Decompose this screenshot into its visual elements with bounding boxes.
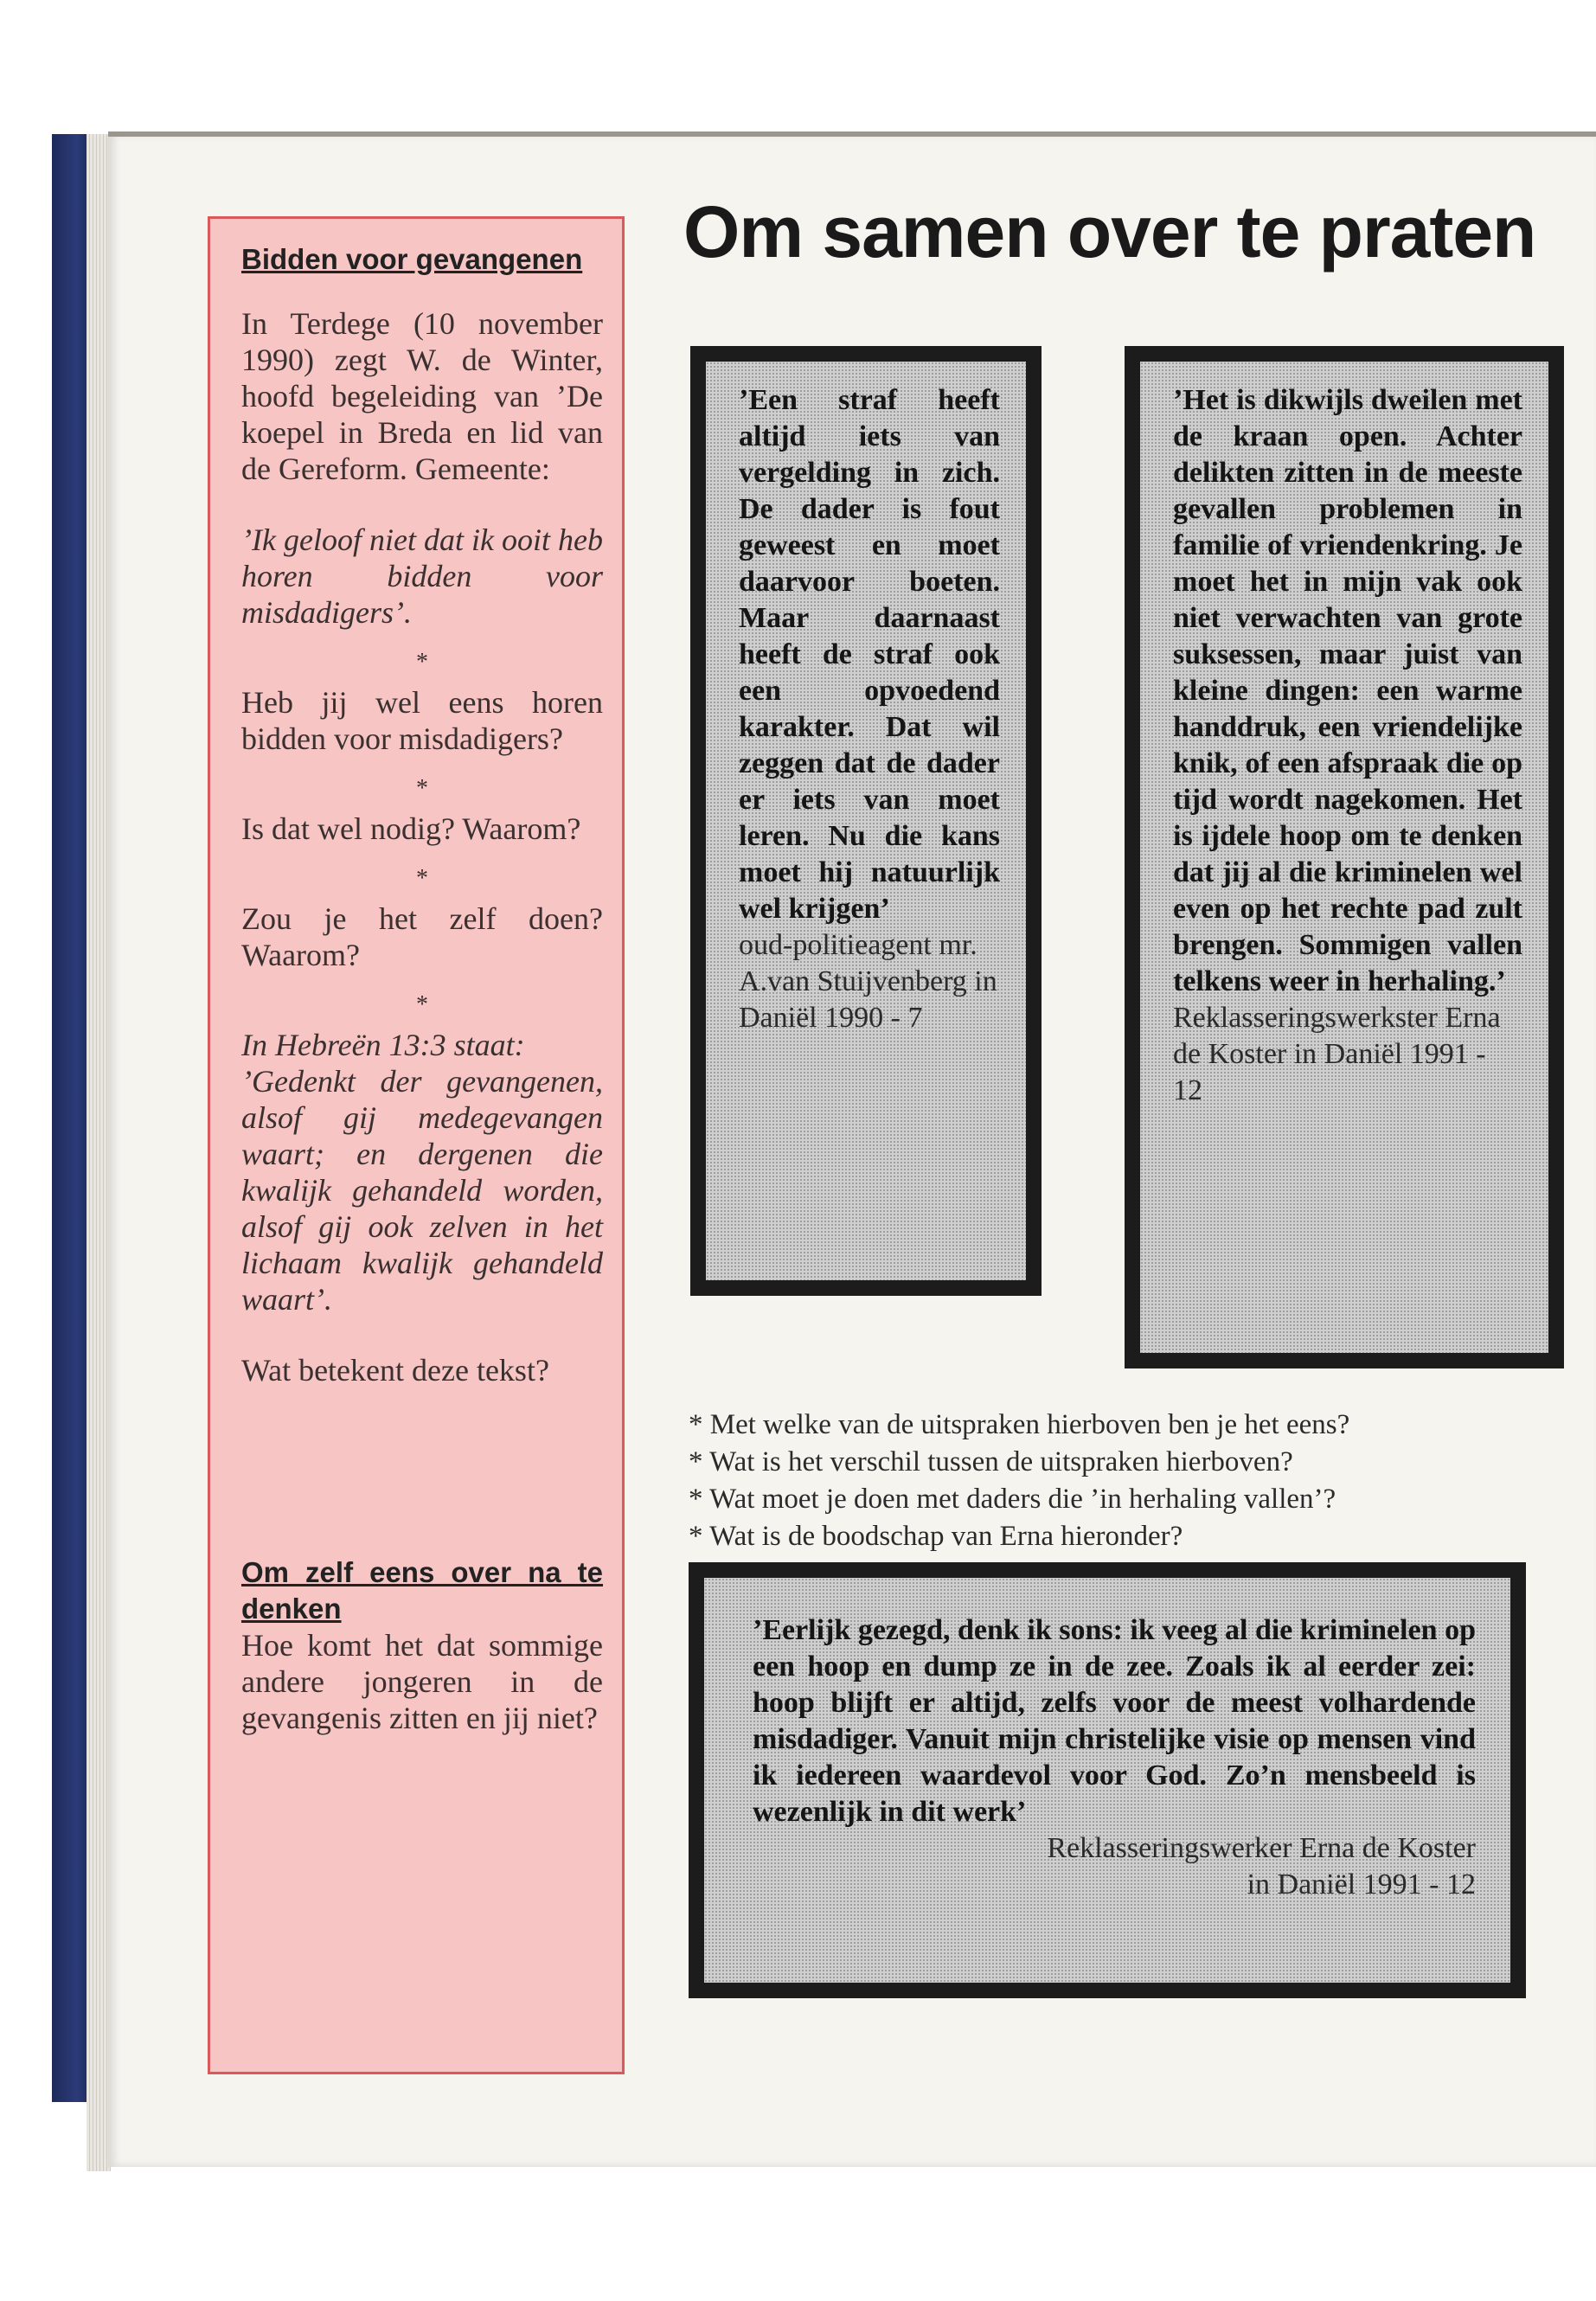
sidebar-quote: ’Ik geloof niet dat ik ooit heb horen bidden voor misdadigers’. [241, 522, 603, 630]
sidebar-intro: In Terdege (10 november 1990) zegt W. de Winter, hoofd begeleiding van ’De koepel in Breda en lid van de Gereform. Gemeente: [241, 306, 603, 486]
quote-1-text: ’Een straf heeft altijd iets van vergelding in zich. De dader is fout geweest en moet daarvoor boeten. Maar daarnaast heeft de straf ook een opvoedend karakter. Dat wil zeggen dat de dader er iets van moet leren. Nu die kans moet hij natuurlijk wel krijgen’ [739, 384, 1000, 925]
quote-box-2 [1125, 346, 1564, 1368]
reflect-text: Hoe komt het dat sommige andere jongeren in de gevangenis zitten en jij niet? [241, 1628, 603, 1735]
list-item: * Met welke van de uitspraken hierboven ben je het eens? [689, 1407, 1349, 1444]
page-edges [87, 134, 111, 2171]
quote-box-1 [690, 346, 1042, 1296]
reflect-heading: Om zelf eens over na te denken [241, 1556, 603, 1625]
sidebar-box [208, 216, 625, 2074]
quote-3-text: ’Eerlijk gezegd, denk ik sons: ik veeg al die kriminelen op een hoop en dump ze in de zee. Zoals ik al eerder zei: hoop blijft er altijd, zelfs voor de meest volhardende misdadiger. Vanuit mijn christelijke visie op mensen vind ik iedereen waardevol voor God. Zo’n mensbeeld is wezenlijk in dit werk’ [753, 1614, 1476, 1828]
separator-star: * [416, 775, 428, 802]
separator-star: * [416, 649, 428, 676]
list-item: * Wat moet je doen met daders die ’in herhaling vallen’? [689, 1481, 1349, 1518]
quote-box-3 [689, 1562, 1526, 1998]
sidebar-question-1: Heb jij wel eens horen bidden voor misdadigers? [241, 685, 603, 756]
bible-intro: In Hebreën 13:3 staat: [241, 1028, 525, 1062]
quote-3-source-line-2: in Daniël 1991 - 12 [1247, 1868, 1476, 1900]
page-top-edge [108, 131, 1596, 137]
quote-2-text: ’Het is dikwijls dweilen met de kraan open. Achter delikten zitten in de meeste gevallen problemen in familie of vriendenkring. Je moet het in mijn vak ook niet verwachten van grote suksessen, maar juist van kleine dingen: een warme handdruk, een vriendelijke knik, of een afspraak die op tijd wordt nagekomen. Het is ijdele hoop om te denken dat jij al die kriminelen wel even op het rechte pad zult brengen. Sommigen vallen telkens weer in herhaling.’ [1173, 384, 1522, 997]
sidebar-heading: Bidden voor gevangenen [241, 243, 583, 275]
list-item: * Wat is de boodschap van Erna hieronder? [689, 1518, 1349, 1555]
separator-star: * [416, 991, 428, 1018]
quote-2-source: Reklasseringswerkster Erna de Koster in Daniël 1991 - 12 [1173, 1002, 1501, 1106]
bible-quote: ’Gedenkt der gevangenen, alsof gij medegevangen waart; en dergenen die kwalijk gehandeld worden, alsof gij ook zelven in het lichaam kwalijk gehandeld waart’. [241, 1064, 603, 1317]
list-item: * Wat is het verschil tussen de uitspraken hierboven? [689, 1444, 1349, 1481]
bible-question: Wat betekent deze tekst? [241, 1353, 549, 1388]
page-title: Om samen over te praten [683, 191, 1536, 272]
quote-1-source: oud-politieagent mr. A.van Stuijvenberg in Daniël 1990 - 7 [739, 929, 997, 1034]
separator-star: * [416, 865, 428, 892]
sidebar-question-2: Is dat wel nodig? Waarom? [241, 811, 581, 846]
discussion-questions [689, 1407, 1349, 1555]
sidebar-question-3: Zou je het zelf doen? Waarom? [241, 901, 603, 972]
quote-3-source-line-1: Reklasseringswerker Erna de Koster [1047, 1832, 1476, 1864]
